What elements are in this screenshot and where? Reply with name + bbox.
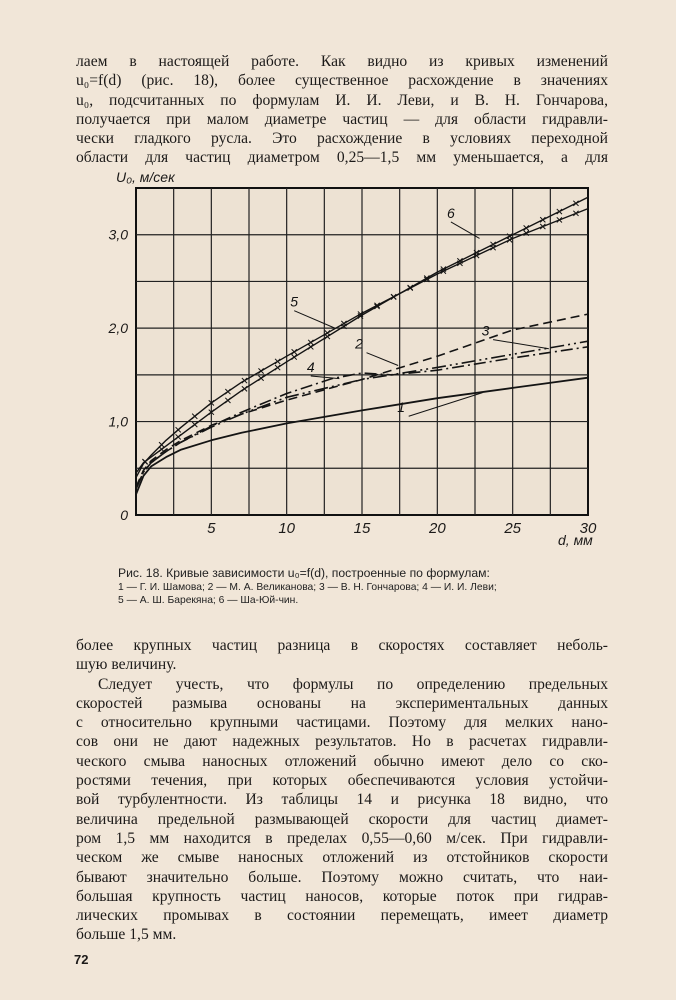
curve-label-2: 2 [355,335,363,352]
caption-legend-line: 5 — А. Ш. Барекяна; 6 — Ша-Юй-чин. [118,595,299,606]
text-line: ром 1,5 мм находится в пределах 0,55—0,60 м/сек. При гидравли- [76,829,608,847]
text-line: u₀=f(d) (рис. 18), более существенное расхождение в значениях [76,72,608,90]
text-line: чески гладкого русла. Это расхождение в условиях переходной [76,130,608,148]
figure-caption [118,566,608,607]
y-tick-label: 0 [120,507,128,523]
text-line: с относительно крупными частицами. Поэтому для мелких нано- [76,714,608,732]
y-tick-label: 2,0 [108,320,128,337]
text-line: вой турбулентности. Из таблицы 14 и рисунка 18 видно, что [76,791,608,809]
x-tick-label: 30 [579,520,597,537]
text-line: шую величину. [76,656,177,674]
x-axis-label: d, мм [558,532,593,548]
y-axis-label: U₀, м/сек [116,169,175,185]
x-tick-label: 10 [278,520,296,537]
bottom-text [76,636,608,945]
x-tick-label: 5 [207,520,216,537]
text-line: Следует учесть, что формулы по определению предельных [98,675,608,693]
text-line: величина предельной размывающей скорости для частиц диамет- [76,810,608,828]
curve-label-4: 4 [306,359,315,376]
text-line: ческом же смыве наносных отложений из отстойников скорости [76,849,608,867]
text-line: сов они не дают надежных результатов. Но в расчетах гидравли- [76,733,608,751]
paragraph [76,636,608,675]
text-line: больше 1,5 мм. [76,926,177,944]
text-line: области для частиц диаметром 0,25—1,5 мм уменьшается, а для [76,149,608,167]
y-tick-label: 3,0 [108,226,128,243]
curve-label-1: 1 [397,399,406,416]
text-line: лических промывах в состоянии перемещать, имеет диаметр [76,907,608,925]
curve-label-3: 3 [481,322,490,339]
x-tick-label: 15 [353,520,371,537]
curve-label-5: 5 [290,293,299,310]
text-line: большая крупность частиц наносов, которые поток при гидрав- [76,887,608,905]
paragraph [76,675,608,945]
x-tick-label: 25 [504,520,522,537]
text-line: более крупных частиц разница в скоростях составляет неболь- [76,637,608,654]
text-line: получается при малом диаметре частиц — для области гидравли- [76,110,608,128]
curve-label-6: 6 [446,204,455,221]
x-tick-label: 20 [428,520,446,537]
y-tick-label: 1,0 [108,413,128,430]
text-line: скоростей размыва основаны на экспериментальных данных [76,694,608,712]
text-line: ческого смыва наносных отложений обычно имеют дело со ско- [76,752,608,770]
text-line: лаем в настоящей работе. Как видно из кривых изменений [76,53,608,70]
text-line: ростями течения, при которых обеспечиваются условия устойчи- [76,772,608,790]
text-line: u₀, подсчитанных по формулам И. И. Леви, и В. Н. Гончарова, [76,91,608,109]
caption-title: Рис. 18. Кривые зависимости u₀=f(d), построенные по формулам: [118,566,490,580]
caption-legend-line: 1 — Г. И. Шамова; 2 — М. А. Великанова; 3 — В. Н. Гончарова; 4 — И. И. Леви; [118,582,497,593]
text-line: бывают значительно больше. Поэтому можно считать, что наи- [76,868,608,886]
page-number: 72 [74,952,89,967]
